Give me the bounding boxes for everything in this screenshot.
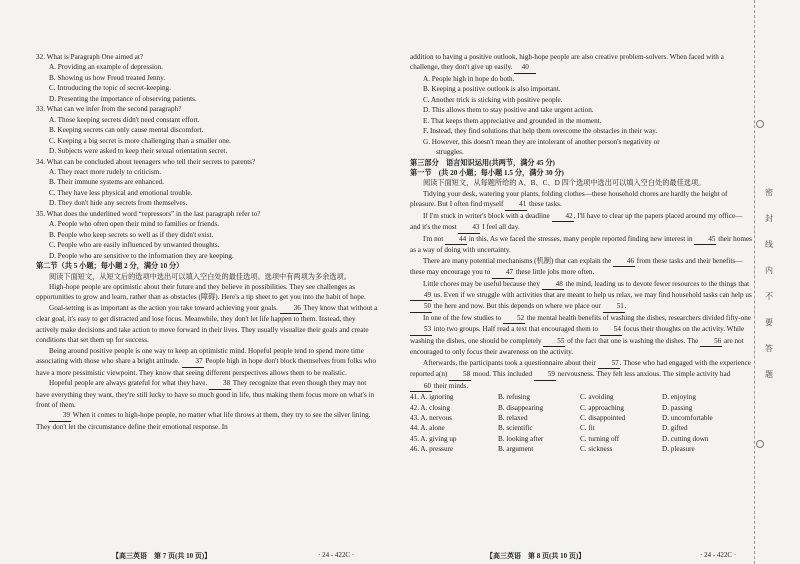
paragraph-text: When it comes to high-hope people, no matter what life throws at them, they try to see the silver lining. They don't let the circumstance define their emotional response. In xyxy=(36,411,371,431)
paragraph-text: focus their thoughts on the activity. While washing the dishes, one should be completely xyxy=(410,325,745,345)
option-cell: B. scientific xyxy=(498,424,533,433)
blank-46: 46 xyxy=(613,256,635,267)
paragraph-text: us. Even if we struggle with activities that are meant to help us relax, we may find household tasks can help us xyxy=(433,290,752,299)
cloze-paragraph-4 xyxy=(410,256,752,279)
cloze-paragraph-7 xyxy=(410,358,752,392)
paragraph-text: are not encouraged to only focus their awareness on the activity. xyxy=(410,336,744,357)
q34-stem: 34. What can be concluded about teenagers who tell their secrets to parents? xyxy=(36,157,256,166)
paragraph-text: these tasks. xyxy=(529,200,562,209)
answer-row-44 xyxy=(410,423,744,433)
gap-option-b: B. Keeping a positive outlook is also important. xyxy=(423,85,561,94)
binding-hole xyxy=(756,440,764,448)
paragraph-text: the here and now. But this depends on where we place our xyxy=(433,302,601,311)
blank-55: 55 xyxy=(543,336,565,347)
section2-title: 第二节（共 5 小题；每小题 2 分，满分 10 分） xyxy=(36,262,184,271)
blank-60: 60 xyxy=(410,381,432,392)
gap-option-f: F. Instead, they find solutions that help them overcome the obstacles in their way. xyxy=(423,127,658,136)
q32-option-c: C. Introducing the topic of secret-keeping. xyxy=(49,84,171,93)
option-cell: C. avoiding xyxy=(580,393,614,402)
gap-option-a: A. People high in hope do both. xyxy=(423,74,515,83)
gap-option-d: D. This allows them to stay positive and take urgent action. xyxy=(423,106,594,115)
q32-stem: 32. What is Paragraph One aimed at? xyxy=(36,53,144,61)
page-7-footer-title: 【高三英语 第 7 页(共 10 页)】 xyxy=(112,552,212,560)
paragraph-text: from these tasks and their benefits—these may encourage you to xyxy=(410,256,743,277)
blank-41: 41 xyxy=(505,199,527,210)
answer-row-43 xyxy=(410,413,744,423)
option-cell: D. uncomfortable xyxy=(662,413,713,422)
option-cell: 41. A. ignoring xyxy=(410,393,454,402)
blank-48: 48 xyxy=(542,279,564,290)
q33-option-b: B. Keeping secrets can only cause mental discomfort. xyxy=(49,126,204,135)
blank-54: 54 xyxy=(600,324,622,335)
option-cell: D. passing xyxy=(662,403,693,412)
option-cell: 43. A. nervous xyxy=(410,413,452,422)
gap-option-g-continued: struggles. xyxy=(436,148,464,157)
gap-option-e: E. That keeps them appreciative and grounded in the moment. xyxy=(423,116,602,125)
blank-56: 56 xyxy=(700,336,722,347)
paragraph-text: in this. As we faced the stresses, many people reported finding new interest in xyxy=(468,234,693,243)
option-cell: C. turning off xyxy=(580,434,620,443)
paragraph-text: their minds. xyxy=(433,381,469,390)
page-8-footer-code: · 24 - 422C · xyxy=(700,551,737,559)
paragraph-text: In one of the few studies to xyxy=(423,313,502,322)
paragraph-text: I'm not xyxy=(423,234,444,243)
gap-option-c: C. Another trick is sticking with positive people. xyxy=(423,95,563,104)
q33-option-d: D. Subjects were asked to keep their sexual orientation secret. xyxy=(49,147,228,156)
section1-title: 第一节 (共 20 小题；每小题 1.5 分，满分 30 分) xyxy=(410,168,564,177)
paragraph-text: addition to having a positive outlook, high-hope people are also creative problem-solvers. When faced with a challenge, they don't give up easily. xyxy=(410,53,724,72)
section2-instructions: 阅读下面短文，从短文后的选项中选出可以填入空白处的最佳选项。选项中有两项为多余选项。 xyxy=(49,272,351,281)
paragraph-text: their homes as a way of doing with uncertainty. xyxy=(410,234,752,255)
option-cell: C. fit xyxy=(580,424,595,433)
q34-option-b: B. Their immune systems are enhanced. xyxy=(49,178,165,187)
cloze-paragraph-2 xyxy=(410,211,752,234)
right-page xyxy=(410,52,752,455)
answer-row-45 xyxy=(410,434,744,444)
paragraph-text: these little jobs more often. xyxy=(515,268,595,277)
option-cell: 45. A. giving up xyxy=(410,434,457,443)
option-cell: B. refusing xyxy=(498,393,530,402)
paragraph-text: , I'll have to clear up the papers placed around my office—and it's the most xyxy=(410,211,743,232)
part3-title: 第三部分 语言知识运用(共两节，满分 45 分) xyxy=(410,158,555,167)
blank-44: 44 xyxy=(445,234,467,245)
cloze-paragraph-5 xyxy=(410,279,752,313)
blank-47: 47 xyxy=(492,267,514,278)
passage-paragraph-top xyxy=(410,52,752,74)
q33-stem: 33. What can we infer from the second paragraph? xyxy=(36,105,182,114)
passage-paragraph-2 xyxy=(36,303,380,346)
answer-row-41 xyxy=(410,392,744,402)
paragraph-text: Hopeful people are always grateful for what they have. xyxy=(49,379,208,388)
seal-char: 密 xyxy=(765,188,773,197)
paragraph-text: . xyxy=(624,302,627,311)
q34-option-a: A. They react more rudely to criticism. xyxy=(49,167,162,176)
seal-char: 封 xyxy=(765,214,773,223)
paragraph-text: People high in hope don't block themselves from folks who have a more pessimistic viewpoint. They know that seeing different perspectives allows them to be realistic. xyxy=(36,357,377,377)
blank-43: 43 xyxy=(458,222,480,233)
paragraph-text: Goal-setting is as important as the action you take toward achieving your goals. xyxy=(49,303,278,312)
q35-option-d: D. People who are sensitive to the information they are keeping. xyxy=(49,251,234,260)
passage-paragraph-3 xyxy=(36,346,380,378)
seal-char: 要 xyxy=(765,318,773,327)
cloze-paragraph-6 xyxy=(410,313,752,358)
paragraph-text: the mental health benefits of washing the dishes, researchers divided fifty-one xyxy=(526,313,751,322)
q33-option-a: A. Those keeping secrets didn't need constant effort. xyxy=(49,115,200,124)
paragraph-text: Afterwards, the participants took a questionnaire about their xyxy=(423,358,596,367)
blank-51: 51 xyxy=(603,301,625,312)
option-cell: 42. A. closing xyxy=(410,403,450,412)
seal-char: 题 xyxy=(765,370,773,379)
paragraph-text: mood. This included xyxy=(472,370,533,379)
q35-stem: 35. What does the underlined word “repressors” in the last paragraph refer to? xyxy=(36,209,261,218)
passage-paragraph-1: High-hope people are optimistic about their future and they believe in possibilities. They see challenges as opportunities to grow and learn, rather than as obstacles (障碍). Here's a tip sheet to get you into the habit of hope. xyxy=(36,282,366,302)
q34-option-c: C. They have less physical and emotional trouble. xyxy=(49,188,193,197)
q35-option-b: B. People who keep secrets so well as if they didn't exist. xyxy=(49,230,214,239)
blank-52: 52 xyxy=(503,313,525,324)
answer-row-42 xyxy=(410,403,744,413)
blank-39: 39 xyxy=(49,410,71,421)
q32-option-d: D. Presenting the importance of observing patients. xyxy=(49,94,197,103)
seal-char: 内 xyxy=(765,266,773,275)
cloze-paragraph-3 xyxy=(410,234,752,256)
paragraph-text: of the fact that one is washing the dishes. The xyxy=(567,336,699,345)
answer-row-46 xyxy=(410,444,744,454)
blank-36: 36 xyxy=(280,303,302,314)
option-cell: C. approaching xyxy=(580,403,624,412)
option-cell: 46. A. pressure xyxy=(410,445,454,454)
paragraph-text: the mind, leading us to devote fewer resources to the things that xyxy=(565,279,750,288)
binding-fold-line xyxy=(754,0,756,564)
option-cell: D. gifted xyxy=(662,424,688,433)
seal-char: 不 xyxy=(765,292,773,301)
left-page xyxy=(36,52,380,432)
blank-37: 37 xyxy=(182,356,204,367)
blank-45: 45 xyxy=(694,234,716,245)
paragraph-text: Little chores may be useful because they xyxy=(423,279,540,288)
paragraph-text: They know that without a clear goal, it's easy to get distracted and lose focus. Meanwhile, they don't let life happen to them. Instead, they actively make decisions and take action to move forward in their lives. They usually visualize their goals and create conditions that set them up for success. xyxy=(36,303,378,345)
paragraph-text: I feel all day. xyxy=(482,223,520,232)
q32-option-b: B. Showing us how Freud treated Jenny. xyxy=(49,73,166,82)
paragraph-text: nervousness. They felt less anxious. The simple activity had xyxy=(557,370,731,379)
blank-59: 59 xyxy=(534,369,556,380)
answer-options-table xyxy=(410,392,744,455)
option-cell: C. sickness xyxy=(580,445,613,454)
q35-option-a: A. People who often open their mind to families or friends. xyxy=(49,220,220,229)
gap-option-g: G. However, this doesn't mean they are intolerant of another person's negativity or xyxy=(423,137,660,146)
blank-42: 42 xyxy=(552,211,574,222)
seal-line-notice xyxy=(763,180,775,388)
option-cell: C. disappointed xyxy=(580,413,626,422)
cloze-paragraph-1 xyxy=(410,189,752,211)
seal-char: 线 xyxy=(765,240,773,249)
page-8-footer-title: 【高三英语 第 8 页(共 10 页)】 xyxy=(486,552,586,560)
passage-paragraph-5 xyxy=(36,410,380,432)
paragraph-text: Tidying your desk, watering your plants, folding clothes—these household chores are hardly the height of pleasure. But I often find myself xyxy=(410,189,728,209)
option-cell: D. pleasure xyxy=(662,445,695,454)
paragraph-text: into two groups. Half read a text that encouraged them to xyxy=(433,325,599,334)
blank-57: 57 xyxy=(598,358,620,369)
passage-paragraph-4 xyxy=(36,378,380,410)
blank-49: 49 xyxy=(410,290,432,301)
binding-hole xyxy=(756,120,764,128)
paragraph-text: There are many potential mechanisms (机制) that can explain the xyxy=(423,256,612,265)
blank-40: 40 xyxy=(514,62,536,73)
seal-char: 答 xyxy=(765,344,773,353)
paragraph-text: If I'm stuck in writer's block with a deadline xyxy=(423,211,550,220)
section1-instructions: 阅读下面短文，从每题所给的 A、B、C、D 四个选项中选出可以填入空白处的最佳选项。 xyxy=(423,179,706,188)
blank-58: 58 xyxy=(449,369,471,380)
option-cell: B. relaxed xyxy=(498,413,528,422)
q35-option-c: C. People who are easily influenced by unwanted thoughts. xyxy=(49,241,220,250)
blank-50: 50 xyxy=(410,301,432,312)
option-cell: B. looking after xyxy=(498,434,544,443)
option-cell: D. enjoying xyxy=(662,393,696,402)
blank-53: 53 xyxy=(410,324,432,335)
paragraph-text: They recognize that even though they may not have everything they want, they're still lucky to have so much good in life, thus making them focus more on what's in front of them. xyxy=(36,379,375,409)
option-cell: B. disappearing xyxy=(498,403,544,412)
paragraph-text: Being around positive people is one way to keep an optimistic mind. Hopeful people tend to spend more time associating with those who share a bright attitude. xyxy=(36,346,364,366)
paragraph-text: . Those who had engaged with the experience reported a(n) xyxy=(410,358,751,379)
option-cell: 44. A. alone xyxy=(410,424,445,433)
q32-option-a: A. Providing an example of depression. xyxy=(49,63,163,72)
option-cell: B. argument xyxy=(498,445,534,454)
option-cell: D. cutting down xyxy=(662,434,709,443)
blank-38: 38 xyxy=(209,378,231,389)
q33-option-c: C. Keeping a big secret is more challenging than a smaller one. xyxy=(49,136,231,145)
q34-option-d: D. They don't hide any secrets from themselves. xyxy=(49,199,188,208)
page-7-footer-code: · 24 - 422C · xyxy=(318,551,355,559)
